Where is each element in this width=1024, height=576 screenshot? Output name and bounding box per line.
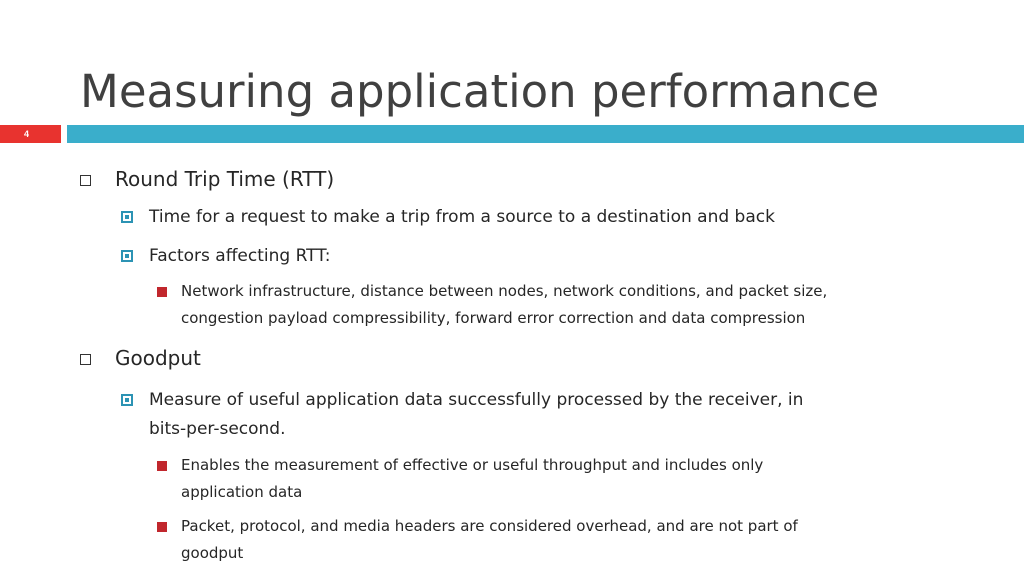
rtt-point-2: Factors affecting RTT:	[149, 246, 331, 266]
framed-bullet-icon	[121, 250, 133, 262]
goodput-point-1-line-1: Measure of useful application data successfully processed by the receiver, in	[149, 390, 804, 410]
goodput-detail-2-line-2: goodput	[181, 544, 244, 562]
slide-number: 4	[24, 129, 30, 139]
filled-square-bullet-icon	[157, 287, 167, 297]
title-underline-bar	[67, 125, 1024, 143]
rtt-heading: Round Trip Time (RTT)	[115, 167, 335, 191]
goodput-detail-2-line-1: Packet, protocol, and media headers are considered overhead, and are not part of	[181, 517, 798, 535]
framed-bullet-icon	[121, 211, 133, 223]
goodput-detail-1-line-1: Enables the measurement of effective or useful throughput and includes only	[181, 456, 764, 474]
filled-square-bullet-icon	[157, 461, 167, 471]
slide-title: Measuring application performance	[80, 65, 880, 118]
square-bullet-icon	[80, 354, 91, 365]
rtt-detail-line-2: congestion payload compressibility, forward error correction and data compression	[181, 309, 806, 327]
goodput-heading: Goodput	[115, 346, 201, 370]
rtt-point-1: Time for a request to make a trip from a source to a destination and back	[149, 207, 775, 227]
framed-bullet-icon	[121, 394, 133, 406]
goodput-detail-1-line-2: application data	[181, 483, 303, 501]
slide-number-bar	[0, 125, 61, 143]
square-bullet-icon	[80, 175, 91, 186]
goodput-point-1-line-2: bits-per-second.	[149, 419, 286, 439]
filled-square-bullet-icon	[157, 522, 167, 532]
rtt-detail-line-1: Network infrastructure, distance between nodes, network conditions, and packet size,	[181, 282, 828, 300]
